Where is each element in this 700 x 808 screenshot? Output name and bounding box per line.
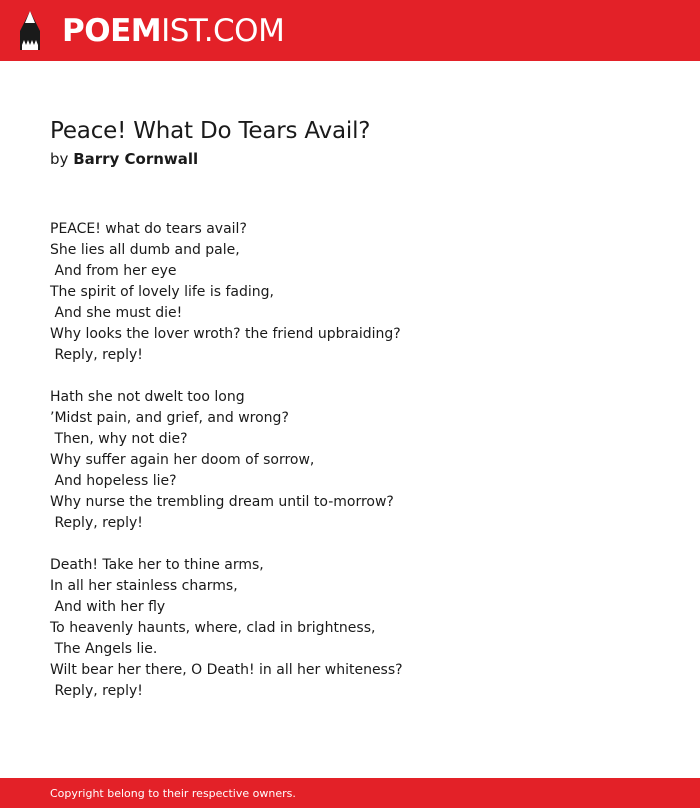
poem-author: Barry Cornwall (73, 150, 199, 168)
copyright-text: Copyright belong to their respective owners. (50, 787, 296, 800)
poem-line: In all her stainless charms, (50, 578, 238, 594)
poem-line: And from her eye (50, 263, 177, 279)
poem-byline (50, 148, 198, 170)
poem-line: Reply, reply! (50, 515, 143, 531)
poem-stanza (50, 387, 403, 534)
poem-line: ’Midst pain, and grief, and wrong? (50, 410, 289, 426)
poem-line: Why suffer again her doom of sorrow, (50, 452, 315, 468)
poem-line: Why nurse the trembling dream until to-morrow? (50, 494, 394, 510)
poem-line: Then, why not die? (50, 431, 188, 447)
by-label: by (50, 150, 69, 168)
poem-line: And with her fly (50, 599, 166, 615)
brand-light-text: IST.COM (161, 13, 285, 49)
poem-stanza (50, 555, 403, 702)
poem-body (50, 219, 403, 723)
poem-line: Why looks the lover wroth? the friend upbraiding? (50, 326, 401, 342)
poem-line: The Angels lie. (50, 641, 158, 657)
poem-line: PEACE! what do tears avail? (50, 221, 247, 237)
brand-bold-text: POEM (62, 13, 162, 49)
poem-line: The spirit of lovely life is fading, (50, 284, 274, 300)
poem-line: Death! Take her to thine arms, (50, 557, 264, 573)
poem-line: And hopeless lie? (50, 473, 177, 489)
site-logo-text[interactable] (62, 11, 284, 51)
poem-line: Wilt bear her there, O Death! in all her whiteness? (50, 662, 403, 678)
poem-line: And she must die! (50, 305, 183, 321)
pen-nib-icon[interactable] (17, 9, 43, 52)
site-header (0, 0, 700, 61)
poem-line: She lies all dumb and pale, (50, 242, 240, 258)
poem-line: Reply, reply! (50, 683, 143, 699)
site-footer (0, 778, 700, 808)
poem-line: Hath she not dwelt too long (50, 389, 245, 405)
poem-line: To heavenly haunts, where, clad in brightness, (50, 620, 376, 636)
poem-line: Reply, reply! (50, 347, 143, 363)
poem-title: Peace! What Do Tears Avail? (50, 118, 371, 144)
poem-stanza (50, 219, 403, 366)
